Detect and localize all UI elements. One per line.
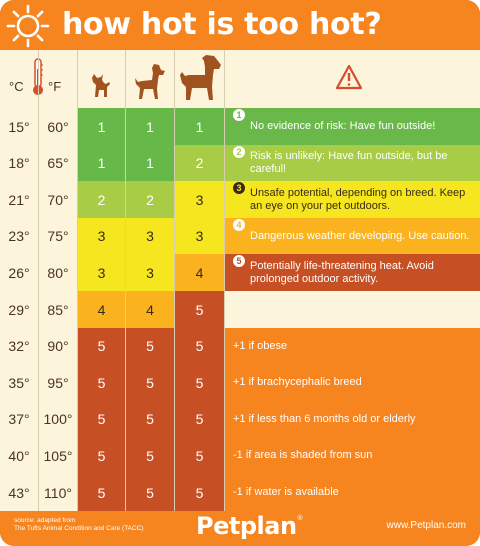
small-dog-risk: 2 [78,181,125,218]
source-note [14,517,144,533]
risk-level-badge: 2 [233,146,245,158]
column-header-row [0,50,480,108]
large-dog-risk: 1 [175,108,224,145]
fahrenheit-value: 70° [47,191,69,208]
divider [38,50,39,511]
medium-dog-icon [134,62,166,100]
medium-dog-risk: 5 [126,401,174,437]
celsius-value: 23° [8,228,30,244]
medium-dog-risk: 3 [126,254,174,291]
fahrenheit-value: 110° [44,484,72,501]
small-dog-risk: 1 [78,145,125,181]
fahrenheit-value: 100° [43,411,73,427]
medium-dog-risk: 4 [126,291,174,328]
celsius-value: 43° [8,484,30,501]
risk-level-badge: 4 [233,219,245,231]
celsius-value: 26° [8,264,30,281]
risk-description [225,401,480,437]
risk-description-text: -1 if area is shaded from sun [233,449,373,461]
risk-description-text: +1 if obese [233,339,288,352]
small-dog-risk: 5 [78,364,125,401]
risk-description [225,218,480,254]
celsius-value: 37° [8,411,30,427]
divider [224,50,225,511]
header [0,0,480,50]
large-dog-risk: 5 [175,291,224,328]
fahrenheit-value: 105° [43,447,73,464]
large-dog-risk: 3 [175,218,224,254]
risk-description-text: +1 if less than 6 months old or elderly [233,412,416,425]
risk-description-text: Potentially life-threatening heat. Avoid prolonged outdoor activity. [250,259,434,285]
risk-description-text: Risk is unlikely: Have fun outside, but be careful! [250,150,448,175]
small-dog-risk: 5 [78,474,125,511]
risk-level-badge: 3 [233,182,245,194]
celsius-value: 18° [8,155,30,171]
fahrenheit-value: 65° [47,155,69,171]
celsius-value: 29° [8,301,30,318]
divider [77,50,78,511]
risk-description [225,145,480,181]
page-title: how hot is too hot? [62,7,382,42]
risk-description-text: -1 if water is available [233,486,339,498]
medium-dog-risk: 2 [126,181,174,218]
large-dog-risk: 5 [175,328,224,364]
celsius-label: °C [9,79,24,94]
risk-description [225,437,480,474]
fahrenheit-value: 60° [47,118,69,135]
fahrenheit-value: 90° [47,338,69,354]
fahrenheit-value: 85° [47,301,69,318]
risk-level-badge: 5 [233,255,245,267]
risk-description-text: +1 if brachycephalic breed [233,376,362,388]
risk-description [225,364,480,401]
celsius-value: 40° [8,447,30,464]
small-dog-risk: 5 [78,328,125,364]
risk-description [225,474,480,511]
small-dog-risk: 5 [78,437,125,474]
source-line-2: The Tufts Animal Condition and Care (TACC) [14,525,144,532]
small-dog-risk: 1 [78,108,125,145]
medium-dog-risk: 5 [126,437,174,474]
small-dog-risk: 3 [78,254,125,291]
medium-dog-risk: 3 [126,218,174,254]
risk-description-text: No evidence of risk: Have fun outside! [250,120,436,132]
risk-description [225,108,480,145]
large-dog-risk: 3 [175,181,224,218]
risk-description-text: Unsafe potential, depending on breed. Keep an eye on your pet outdoors. [250,186,466,212]
fahrenheit-value: 95° [47,374,69,391]
medium-dog-risk: 1 [126,145,174,181]
website-link[interactable]: www.Petplan.com [386,520,466,531]
medium-dog-risk: 5 [126,474,174,511]
small-dog-icon [90,72,112,98]
brand-logo [196,512,303,540]
brand-name: Petplan [196,512,297,540]
fahrenheit-value: 75° [47,228,69,244]
medium-dog-risk: 5 [126,328,174,364]
celsius-value: 21° [8,191,30,208]
large-dog-risk: 5 [175,437,224,474]
celsius-value: 35° [8,374,30,391]
celsius-value: 15° [8,118,30,135]
fahrenheit-value: 80° [47,264,69,281]
risk-description [225,291,480,328]
medium-dog-risk: 1 [126,108,174,145]
fahrenheit-label: °F [48,79,62,94]
small-dog-risk: 4 [78,291,125,328]
risk-level-badge: 1 [233,109,245,121]
divider [174,50,175,511]
source-line-1: source: adapted from [14,517,76,524]
risk-description-text: Dangerous weather developing. Use caution. [250,229,470,242]
sun-icon [6,4,50,48]
large-dog-risk: 5 [175,401,224,437]
celsius-value: 32° [8,338,30,354]
large-dog-risk: 2 [175,145,224,181]
large-dog-risk: 4 [175,254,224,291]
large-dog-icon [178,53,222,101]
large-dog-risk: 5 [175,474,224,511]
risk-description [225,328,480,364]
large-dog-risk: 5 [175,364,224,401]
risk-description [225,181,480,218]
small-dog-risk: 5 [78,401,125,437]
brand-mark: ® [296,514,304,522]
divider [125,50,126,511]
small-dog-risk: 3 [78,218,125,254]
risk-description [225,254,480,291]
medium-dog-risk: 5 [126,364,174,401]
warning-icon [335,64,363,90]
